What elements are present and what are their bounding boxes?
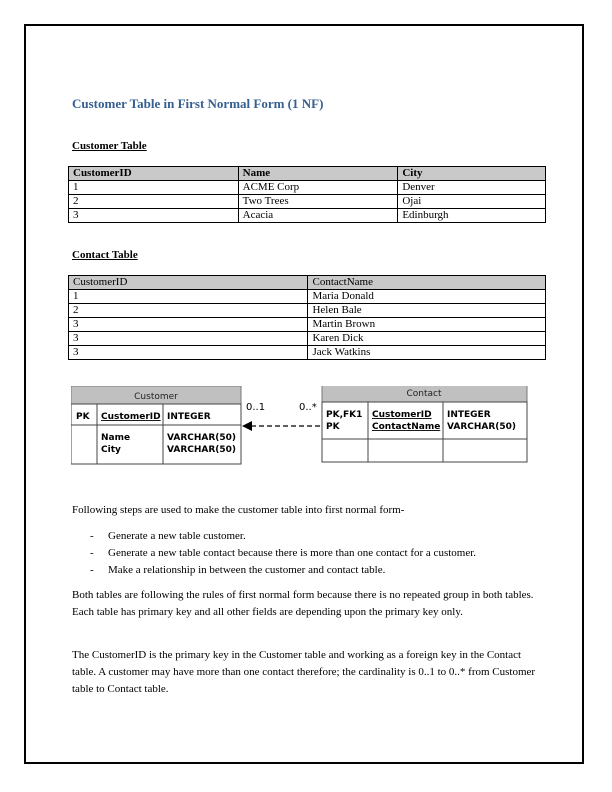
table-cell: Denver <box>398 181 546 195</box>
table-cell: Maria Donald <box>308 290 546 304</box>
table-cell: 1 <box>69 290 308 304</box>
list-item-text: Make a relationship in between the customer and contact table. <box>108 564 386 576</box>
table-cell: 3 <box>69 346 308 360</box>
list-item-text: Generate a new table contact because there is more than one contact for a customer. <box>108 547 477 559</box>
column-header: ContactName <box>308 276 546 290</box>
relationship-connector <box>242 402 322 431</box>
contact-key-type: INTEGER <box>447 410 491 420</box>
steps-list <box>72 528 476 579</box>
table-cell: Jack Watkins <box>308 346 546 360</box>
table-cell: Edinburgh <box>398 209 546 223</box>
table-cell: Acacia <box>238 209 398 223</box>
list-item-text: Generate a new table customer. <box>108 530 246 542</box>
column-header: CustomerID <box>69 276 308 290</box>
contact-key-type: VARCHAR(50) <box>447 422 517 432</box>
customer-table-heading: Customer Table <box>72 140 147 152</box>
column-header: City <box>398 167 546 181</box>
list-item <box>72 562 476 579</box>
customer-field-type: VARCHAR(50) <box>167 433 237 443</box>
page-title: Customer Table in First Normal Form (1 NF) <box>72 96 324 111</box>
customer-table <box>68 166 546 223</box>
contact-table <box>68 275 546 360</box>
cardinality-right: 0..* <box>299 402 317 413</box>
bullet-dash: - <box>90 564 94 576</box>
er-diagram <box>71 386 531 466</box>
list-item <box>72 545 476 562</box>
contact-key-label: PK <box>326 422 340 432</box>
table-cell: 1 <box>69 181 239 195</box>
bullet-dash: - <box>90 530 94 542</box>
paragraph-cardinality: The CustomerID is the primary key in the Customer table and working as a foreign key in the Contact table. A customer may have more than one contact therefore; the cardinality is 0..1 to 0..* from Customer table to Contact table. <box>72 649 536 695</box>
contact-entity <box>322 386 527 462</box>
table-cell: Karen Dick <box>308 332 546 346</box>
table-cell: Ojai <box>398 195 546 209</box>
bullet-dash: - <box>90 547 94 559</box>
arrowhead-icon <box>242 421 252 431</box>
customer-field-city: City <box>101 445 121 455</box>
customer-entity <box>71 386 241 464</box>
table-cell: Martin Brown <box>308 318 546 332</box>
contact-table-header-row <box>69 276 546 290</box>
paragraph-first-normal-form: Both tables are following the rules of first normal form because there is no repeated group in both tables. Each table has primary key and all other fields are depending upon the primary key only. <box>72 589 534 618</box>
table-cell: 3 <box>69 332 308 346</box>
list-item <box>72 528 476 545</box>
customer-field-name: Name <box>101 433 131 443</box>
customer-pk-field: CustomerID <box>101 412 161 422</box>
table-cell: 3 <box>69 318 308 332</box>
column-header: CustomerID <box>69 167 239 181</box>
contact-key-field: ContactName <box>372 422 441 432</box>
table-row <box>69 195 546 209</box>
customer-entity-title: Customer <box>134 392 178 402</box>
customer-table-header-row <box>69 167 546 181</box>
table-row <box>69 304 546 318</box>
table-cell: 3 <box>69 209 239 223</box>
column-header: Name <box>238 167 398 181</box>
contact-key-label: PK,FK1 <box>326 410 363 420</box>
table-row <box>69 346 546 360</box>
table-cell: ACME Corp <box>238 181 398 195</box>
table-row <box>69 332 546 346</box>
table-row <box>69 290 546 304</box>
cardinality-left: 0..1 <box>246 402 266 413</box>
customer-pk-type: INTEGER <box>167 412 211 422</box>
intro-paragraph: Following steps are used to make the customer table into first normal form- <box>72 504 405 516</box>
table-cell: Helen Bale <box>308 304 546 318</box>
contact-key-field: CustomerID <box>372 410 432 420</box>
contact-entity-title: Contact <box>406 389 442 399</box>
table-row <box>69 209 546 223</box>
customer-field-type: VARCHAR(50) <box>167 445 237 455</box>
table-cell: Two Trees <box>238 195 398 209</box>
table-cell: 2 <box>69 195 239 209</box>
table-row <box>69 318 546 332</box>
table-row <box>69 181 546 195</box>
contact-table-heading: Contact Table <box>72 249 138 261</box>
customer-pk-label: PK <box>76 412 90 422</box>
table-cell: 2 <box>69 304 308 318</box>
